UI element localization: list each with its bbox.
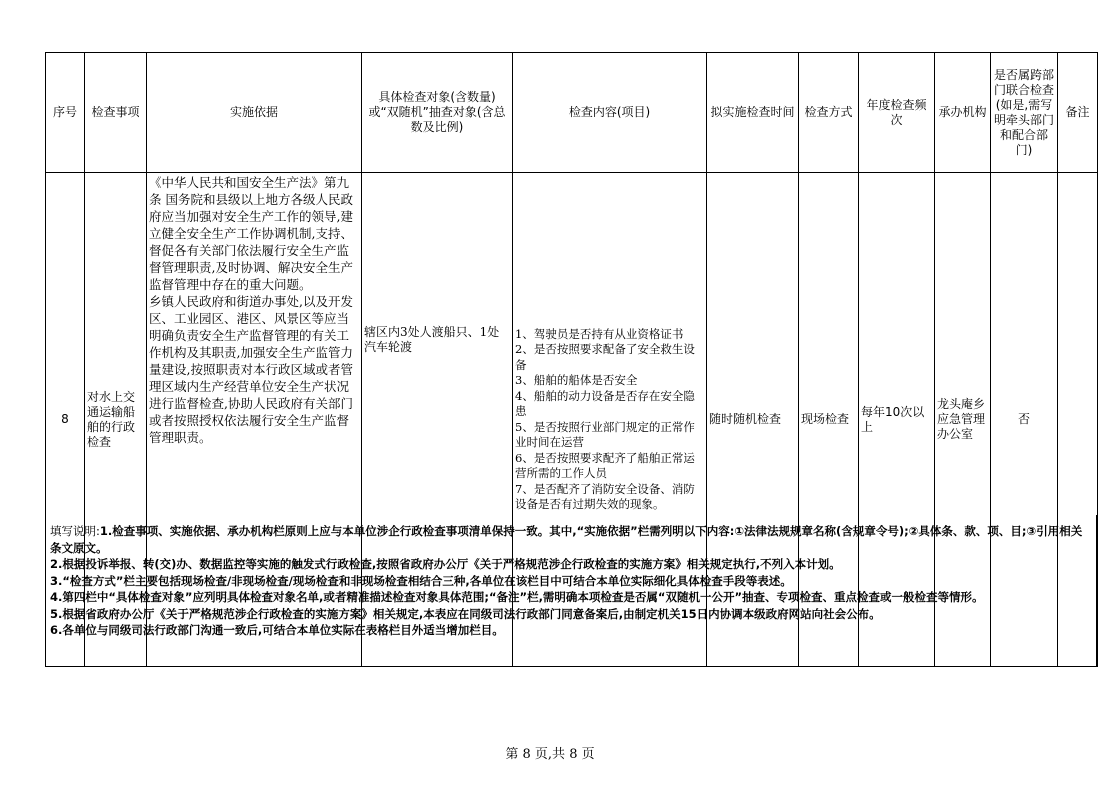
header-cell-frequency: 年度检查频次 xyxy=(859,53,935,173)
cell-time: 随时随机检查 xyxy=(707,173,799,667)
note-line-5: 5.根据省政府办公厅《关于严格规范涉企行政检查的实施方案》相关规定,本表应在同级司法行政部门同意备案后,由制定机关15日内协调本级政府网站向社会公布。 xyxy=(50,606,881,621)
cell-seq: 8 xyxy=(46,173,85,667)
header-cell-content: 检查内容(项目) xyxy=(513,53,707,173)
cell-agency: 龙头庵乡应急管理办公室 xyxy=(935,173,991,667)
cell-target: 辖区内3处人渡船只、1处汽车轮渡 xyxy=(362,173,513,667)
header-cell-agency: 承办机构 xyxy=(935,53,991,173)
note-line-2: 2.根据投诉举报、转(交)办、数据监控等实施的触发式行政检查,按照省政府办公厅《关于严格规范涉企行政检查的实施方案》相关规定执行,不列入本计划。 xyxy=(50,557,841,571)
note-line-6: 6.各单位与同级司法行政部门沟通一致后,可结合本单位实际在表格栏目外适当增加栏目。 xyxy=(50,623,504,637)
cell-item: 对水上交通运输船舶的行政检查 xyxy=(85,173,147,667)
header-cell-item: 检查事项 xyxy=(85,53,147,173)
note-line-1: 填写说明:1.检查事项、实施依据、承办机构栏原则上应与本单位涉企行政检查事项清单保持一致。其中,“实施依据”栏需列明以下内容:①法律法规规章名称(含规章令号);②具体条、款、项、目;③引用相关条文原文。 xyxy=(50,524,1083,555)
note-line-4: 4.第四栏中“具体检查对象”应列明具体检查对象名单,或者精准描述检查对象具体范围;“备注”栏,需明确本项检查是否属“双随机一公开”抽查、专项检查、重点检查或一般检查等情形。 xyxy=(50,590,984,604)
page-number: 第 8 页,共 8 页 xyxy=(505,747,595,762)
header-cell-target: 具体检查对象(含数量)或“双随机”抽查对象(含总数及比例) xyxy=(362,53,513,173)
header-cell-joint: 是否属跨部门联合检查(如是,需写明牵头部门和配合部门) xyxy=(991,53,1058,173)
header-cell-method: 检查方式 xyxy=(799,53,859,173)
fill-instructions xyxy=(45,515,1097,667)
cell-joint: 否 xyxy=(991,173,1058,667)
notes-label: 填写说明: xyxy=(50,524,100,538)
header-cell-basis: 实施依据 xyxy=(147,53,362,173)
note-line-3: 3.“检查方式”栏主要包括现场检查/非现场检查/现场检查和非现场检查相结合三种,各单位在该栏目中可结合本单位实际细化具体检查手段等表述。 xyxy=(50,573,792,588)
header-cell-seq: 序号 xyxy=(46,53,85,173)
cell-content: 1、驾驶员是否持有从业资格证书 2、是否按照要求配备了安全救生设备 3、船舶的船体是否安全 4、船舶的动力设备是否存在安全隐患 5、是否按照行业部门规定的正常作业时间在运营 6、是否按照要求配齐了船舶正常运营所需的工作人员 7、是否配齐了消防安全设备、消防设备是否有过期失效的现象。 xyxy=(513,173,707,667)
cell-method: 现场检查 xyxy=(799,173,859,667)
cell-basis: 《中华人民共和国安全生产法》第九条 国务院和县级以上地方各级人民政府应当加强对安全生产工作的领导,建立健全安全生产工作协调机制,支持、督促各有关部门依法履行安全生产监督管理职责,及时协调、解决安全生产监督管理中存在的重大问题。 乡镇人民政府和街道办事处,以及开发区、工业园区、港区、风景区等应当明确负责安全生产监督管理的有关工作机构及其职责,加强安全生产监管力量建设,按照职责对本行政区域或者管理区域内生产经营单位安全生产状况进行监督检查,协助人民政府有关部门或者按照授权依法履行安全生产监督管理职责。 xyxy=(147,173,362,667)
header-row xyxy=(46,53,1098,173)
cell-frequency: 每年10次以上 xyxy=(859,173,935,667)
header-cell-remark: 备注 xyxy=(1058,53,1098,173)
header-cell-time: 拟实施检查时间 xyxy=(707,53,799,173)
